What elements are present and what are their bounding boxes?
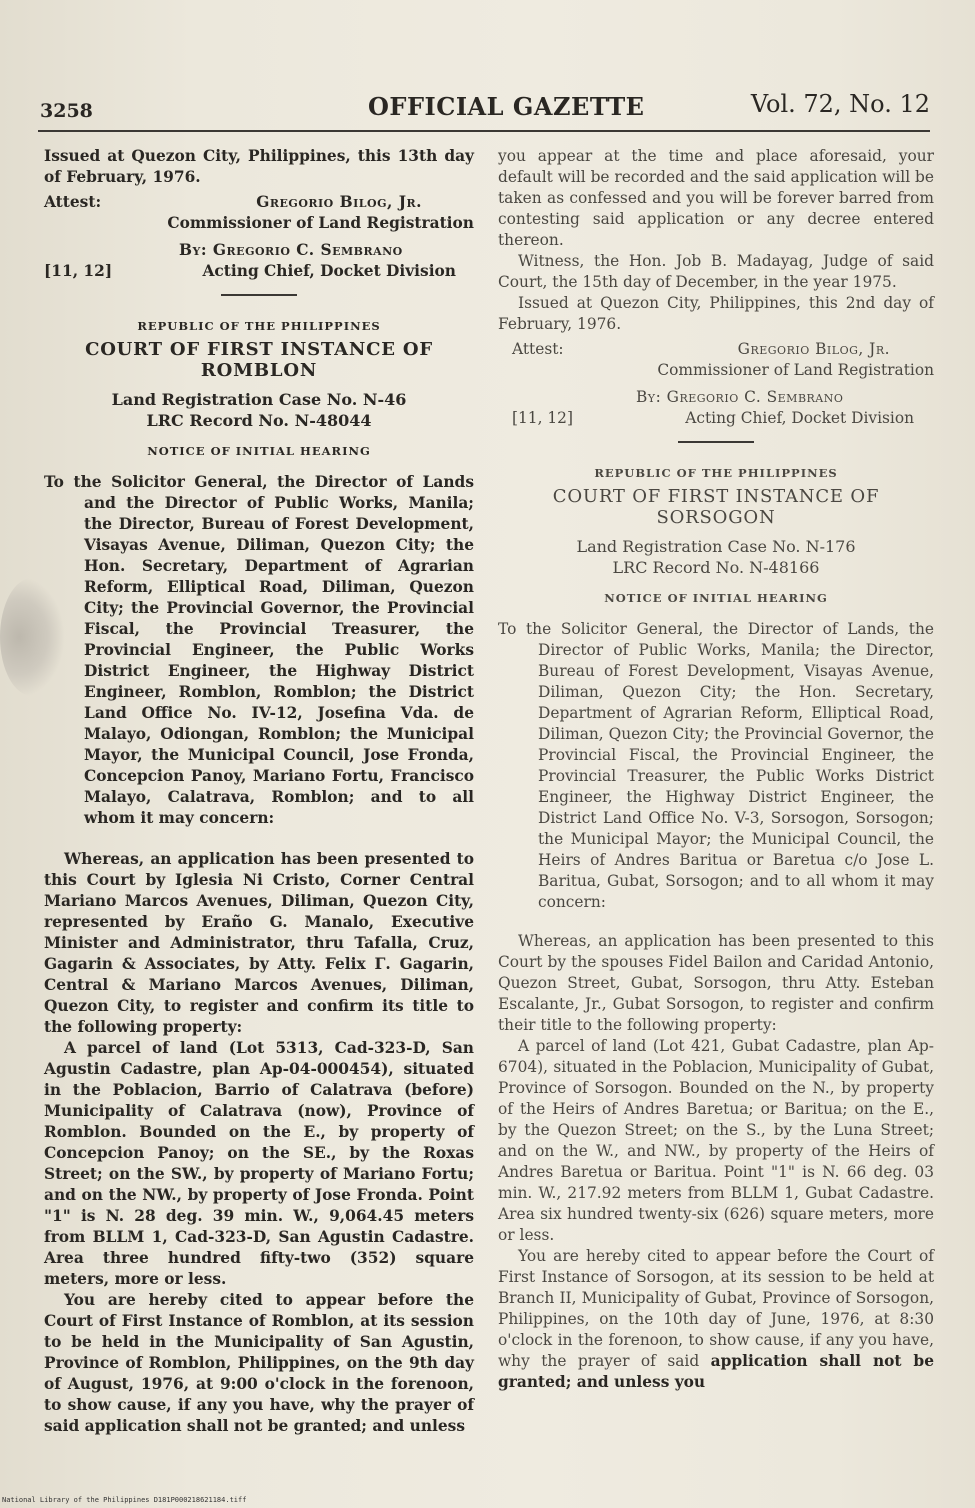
commissioner-title: Commissioner of Land Registration xyxy=(167,214,474,232)
commissioner-title: Commissioner of Land Registration xyxy=(657,361,934,379)
parcel-paragraph: A parcel of land (Lot 5313, Cad-323-D, San Agustin Cadastre, plan Ap-04-000454), situated in the Poblacion, Barrio of Calatrava (before) Municipality of Calatrava (now), Province of Romblon. Bounded on the E., by property of Concepcion Panoy; on the SE., by the Roxas Street; on the SW., by property of Mariano Fortu; and on the NW., by property of Jose Fronda. Point "1" is N. 28 deg. 39 min. W., 9,064.45 meters from BLLM 1, Cad-323-D, San Agustin Cadastre. Area three hundred fifty-two (352) square meters, more or less. xyxy=(44,1039,474,1288)
gazette-title: OFFICIAL GAZETTE xyxy=(368,92,645,121)
attest-label: Attest: xyxy=(512,340,564,358)
whereas-paragraph: Whereas, an application has been presented to this Court by the spouses Fidel Bailon and Caridad Antonio, Quezon Street, Gubat, Sorsogon, thru Atty. Esteban Escalante, Jr., Gubat Sorsogon, to register and confirm their title to the following property: xyxy=(498,932,934,1034)
cited-paragraph: You are hereby cited to appear before the Court of First Instance of Romblon, at its session to be held in the Municipality of San Agustin, Province of Romblon, Philippines, on the 9th day of August, 1976, at 9:00 o'clock in the forenoon, to show cause, if any you have, why the prayer of said application shall not be granted; and unless xyxy=(44,1291,474,1435)
left-column xyxy=(44,146,474,1437)
republic-heading: REPUBLIC OF THE PHILIPPINES xyxy=(594,466,838,480)
cited-paragraph xyxy=(498,1246,934,1393)
republic-heading: REPUBLIC OF THE PHILIPPINES xyxy=(137,319,381,333)
acting-title: Acting Chief, Docket Division xyxy=(685,409,914,427)
parcel-paragraph: A parcel of land (Lot 421, Gubat Cadastre, plan Ap-6704), situated in the Poblacion, Municipality of Gubat, Province of Sorsogon. Bounded on the N., by property of the Heirs of Andres Baretua; or Baritua; on the E., by the Quezon Street; on the S., by the Luna Street; and on the W., and NW., by property of the Heirs of Andres Baretua or Baritua. Point "1" is N. 66 deg. 03 min. W., 217.92 meters from BLLM 1, Gubat Cadastre. Area six hundred twenty-six (626) square meters, more or less. xyxy=(498,1037,934,1244)
volume-number: Vol. 72, No. 12 xyxy=(750,90,930,118)
continued-paragraph: you appear at the time and place aforesaid, your default will be recorded and the said application will be taken as confessed and you will be forever barred from contesting said application or any decree entered thereon. xyxy=(498,147,935,249)
whereas-paragraph: Whereas, an application has been presented to this Court by Iglesia Ni Cristo, Corner Central Mariano Marcos Avenues, Diliman, Quezon City, represented by Eraño G. Manalo, Executive Minister and Administrator, thru Tafalla, Cruz, Gagarin & Associates, by Atty. Felix Γ. Gagarin, Central & Mariano Marcos Avenues, Diliman, Quezon City, to register and confirm its title to the following property: xyxy=(44,850,474,1036)
witness-paragraph: Witness, the Hon. Job B. Madayag, Judge of said Court, the 15th day of December, in the year 1975. xyxy=(498,252,934,291)
case-number: Land Registration Case No. N-46 xyxy=(111,390,407,409)
acting-block xyxy=(498,408,934,429)
right-column xyxy=(498,146,934,1393)
case-number: Land Registration Case No. N-176 xyxy=(576,537,856,556)
addressees: To the Solicitor General, the Director of Lands, the Director of Public Works, Manila; the Director, Bureau of Forest Development, Visayas Avenue, Diliman, Quezon City; the Hon. Secretary, Department of Agrarian Reform, Elliptical Road, Diliman, Quezon City; the Provincial Governor, the Provincial Fiscal, the Provincial Engineer, the Provincial Treasurer, the Public Works District Engineer, the Highway District Engineer, the District Land Office No. V-3, Sorsogon, Sorsogon; the Municipal Mayor; the Municipal Council, the Heirs of Andres Baritua or Baretua c/o Jose L. Baritua, Gubat, Sorsogon; and to all whom it may concern: xyxy=(498,620,934,911)
section-divider xyxy=(221,294,297,296)
cited-text: You are hereby cited to appear before the Court of First Instance of Sorsogon, at its session to be held at Branch II, Municipality of Gubat, Province of Sorsogon, Philippines, on the 10th day of June, 1976, at 8:30 o'clock in the forenoon, to show cause, if any you have, why the prayer of said xyxy=(498,1247,934,1370)
section-divider xyxy=(678,441,754,443)
commissioner-name: Gregorio Bilog, Jr. xyxy=(737,340,890,358)
notice-heading: NOTICE OF INITIAL HEARING xyxy=(147,444,371,458)
page-header xyxy=(40,88,930,122)
scan-footer: National Library of the Philippines D181P000218621184.tiff xyxy=(2,1496,247,1504)
commissioner-name: Gregorio Bilog, Jr. xyxy=(256,193,422,211)
ref-number: [11, 12] xyxy=(44,262,113,280)
lrc-record: LRC Record No. N-48166 xyxy=(612,558,820,577)
attest-block xyxy=(44,192,474,213)
court-heading: COURT OF FIRST INSTANCE OF ROMBLON xyxy=(85,339,433,381)
acting-title: Acting Chief, Docket Division xyxy=(202,262,456,280)
cited-bold-text: application shall not be granted; and unless you xyxy=(498,1352,934,1391)
header-rule xyxy=(38,130,930,132)
addressees: To the Solicitor General, the Director of Lands and the Director of Public Works, Manila; the Director, Bureau of Forest Development, Visayas Avenue, Diliman, Quezon City; the Hon. Secretary, Department of Agrarian Reform, Elliptical Road, Diliman, Quezon City; the Provincial Governor, the Provincial Fiscal, the Provincial Treasurer, the Provincial Engineer, the Public Works District Engineer, the Highway District Engineer, Romblon, Romblon; the District Land Office No. IV-12, Josefina Vda. de Malayo, Odiongan, Romblon; the Municipal Mayor, the Municipal Council, Jose Fronda, Concepcion Panoy, Mariano Fortu, Francisco Malayo, Calatrava, Romblon; and to all whom it may concern: xyxy=(44,473,474,827)
acting-block xyxy=(44,261,474,282)
attest-label: Attest: xyxy=(44,193,102,211)
notice-heading: NOTICE OF INITIAL HEARING xyxy=(604,591,828,605)
page-number: 3258 xyxy=(40,100,93,122)
attest-block xyxy=(498,339,934,360)
by-line: By: Gregorio C. Sembrano xyxy=(179,241,403,259)
court-heading: COURT OF FIRST INSTANCE OF SORSOGON xyxy=(552,486,880,528)
by-line: By: Gregorio C. Sembrano xyxy=(636,388,844,406)
issued-statement: Issued at Quezon City, Philippines, this 13th day of February, 1976. xyxy=(44,147,474,186)
issued-statement: Issued at Quezon City, Philippines, this 2nd day of February, 1976. xyxy=(498,294,934,333)
lrc-record: LRC Record No. N-48044 xyxy=(146,411,372,430)
ref-number: [11, 12] xyxy=(512,409,573,427)
